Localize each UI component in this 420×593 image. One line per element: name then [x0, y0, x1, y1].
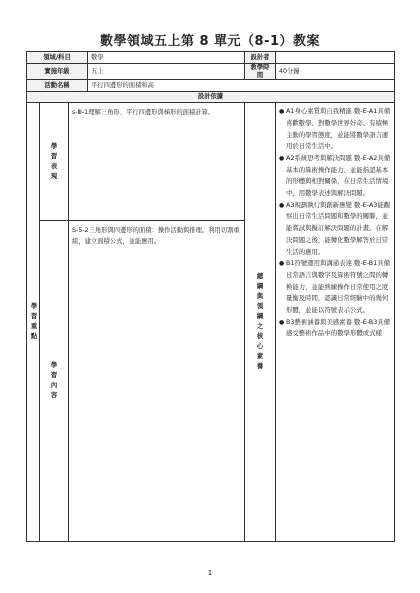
performance-content: s-Ⅲ-1理解三角形、平行四邊形與梯形的面積計算。: [69, 103, 245, 221]
designer-value: [276, 52, 395, 64]
core-competency-item: [279, 200, 392, 259]
bullet-icon: ●: [279, 260, 285, 268]
core-competency-text: 總綱與領綱之核心素養: [256, 273, 264, 371]
core-competency-text: A2系統思考與解決問題 數-E-A2具備基本的算術操作能力、並能指認基本的形體與相對關係，在日常生活情境中，用數學表述與解決問題。: [286, 153, 391, 198]
core-competency-text: A3規劃執行與創新應變 數-E-A3能觀察出日常生活問題和數學的關聯，並能嘗試與擬訂解決問題的計畫。在解決問題之後，能轉化數學解答於日常生活的應用。: [286, 200, 391, 256]
field-value: 數學: [88, 52, 245, 64]
grade-value: 五上: [88, 64, 245, 80]
performance-label-text: 學習表現: [50, 142, 58, 180]
core-competency-item: [279, 106, 392, 153]
bullet-icon: ●: [279, 201, 285, 209]
activity-value: 平行四邊形的面積和高: [88, 80, 395, 92]
core-competency-text: B3藝術涵養與美感素養 數-E-B3具備感受藝術作品中的數學形體或式樣: [286, 317, 391, 338]
core-competency-list: [276, 106, 394, 340]
bullet-icon: ●: [279, 154, 285, 162]
grade-label: 實施年級: [27, 64, 88, 80]
core-competency-text: A1身心素質與自我精進 數-E-A1具備喜歡數學、對數學世界好奇、有積極主動的學習態度，並能將數學語言運用於日常生活中。: [286, 107, 391, 151]
page-number: 1: [207, 569, 213, 577]
activity-label: 活動名稱: [27, 80, 88, 92]
time-value: 40分鐘: [276, 64, 395, 80]
core-competency-text: B1符號運用與溝通表達 數-E-B1具備日常語言與數字及算術符號之間的轉換能力，並能熟練操作日常使用之度量衡及時間，認識日常經驗中的幾何形體，並能以符號表示公式。: [286, 259, 391, 315]
bullet-icon: ●: [279, 108, 285, 116]
core-competency-item: [279, 317, 392, 340]
content-label: [40, 221, 69, 542]
performance-label: [40, 103, 69, 221]
key-points-label: [27, 103, 40, 542]
lesson-plan-table: [26, 51, 395, 542]
core-competency-label: [245, 103, 276, 542]
bullet-icon: ●: [279, 318, 285, 326]
content-detail: S-5-2三角形與四邊形的面積：操作活動與推理。利用切割重組，建立面積公式，並能應用。: [69, 221, 245, 542]
design-basis-header: 設計依據: [27, 92, 395, 103]
time-label: 教學時間: [245, 64, 276, 80]
content-label-text: 學習內容: [50, 362, 58, 400]
core-competency-item: [279, 258, 392, 317]
key-points-text: 學習重點: [30, 303, 38, 341]
field-label: 領域/科目: [27, 52, 88, 64]
core-competency-list-cell: [276, 103, 395, 542]
core-competency-item: [279, 153, 392, 200]
page-title: 數學領域五上第 8 單元（8-1）教案: [99, 34, 321, 49]
designer-label: 設計者: [245, 52, 276, 64]
